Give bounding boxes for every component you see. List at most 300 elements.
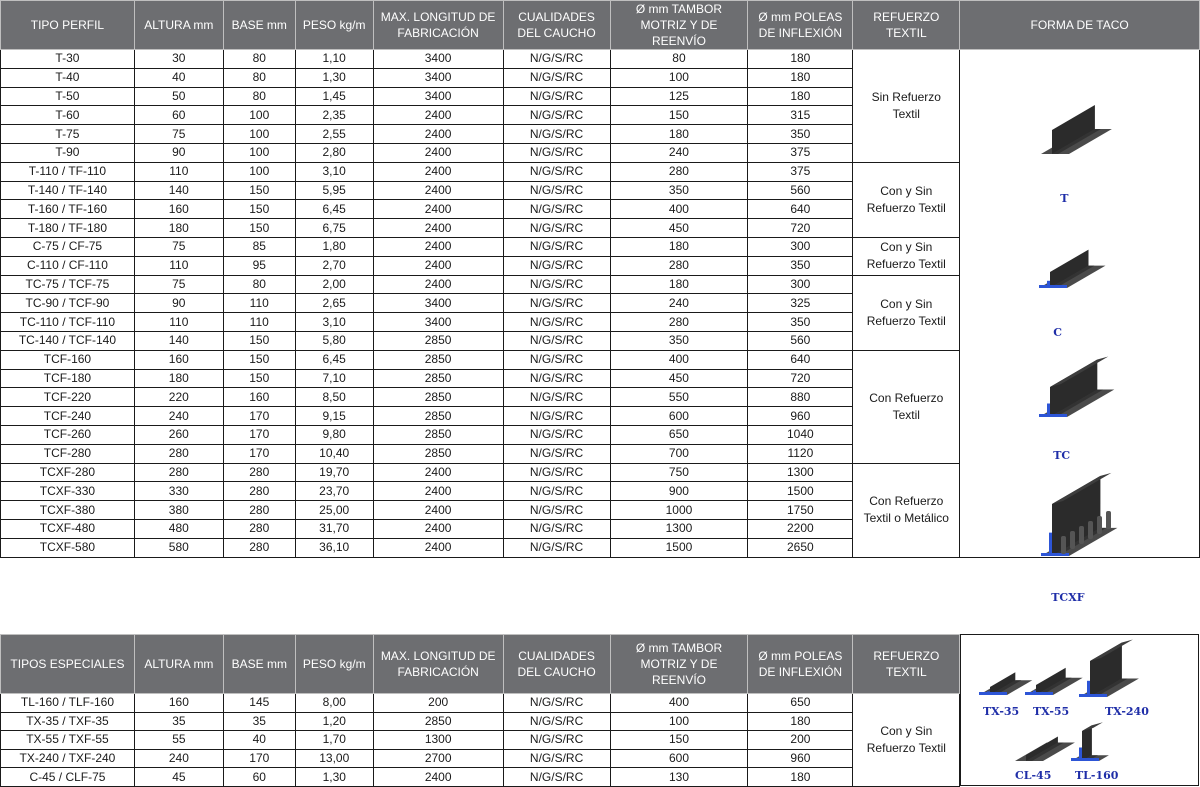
table-cell: 180 [610,237,748,256]
shape-label: T [1060,192,1069,205]
table-cell: N/G/S/RC [503,519,610,538]
table-cell: 2400 [373,125,503,144]
table-cell: 560 [748,181,853,200]
table-cell: 1000 [610,501,748,520]
main-header-1: ALTURA mm [134,1,223,50]
table-cell: 2400 [373,237,503,256]
reinforcement-cell [853,350,960,463]
table-cell: 23,70 [295,482,373,501]
table-cell: TL-160 / TLF-160 [1,694,135,713]
table-cell: 2400 [373,181,503,200]
special-header-0: TIPOS ESPECIALES [1,635,135,694]
table-cell: 2850 [373,444,503,463]
table-cell: 170 [223,425,295,444]
table-cell: 5,95 [295,181,373,200]
special-shape-cl-45 [1015,736,1075,761]
table-cell: N/G/S/RC [503,350,610,369]
reinforcement-cell [853,463,960,557]
table-cell: 150 [223,350,295,369]
table-cell: 110 [223,313,295,332]
table-cell: 2,80 [295,143,373,162]
table-cell: 2400 [373,501,503,520]
table-cell: 8,00 [295,694,373,713]
table-cell: 2,35 [295,106,373,125]
profile-shape-c [1039,250,1106,288]
special-shape-tx-35 [979,672,1032,695]
table-cell: 31,70 [295,519,373,538]
table-cell: 300 [748,237,853,256]
table-cell: 350 [610,331,748,350]
table-cell: 100 [223,162,295,181]
table-cell: 180 [134,219,223,238]
table-cell: N/G/S/RC [503,200,610,219]
table-cell: 140 [134,181,223,200]
table-cell: 1750 [748,501,853,520]
table-cell: N/G/S/RC [503,275,610,294]
table-cell: 200 [373,694,503,713]
shape-label: TL-160 [1075,769,1119,782]
table-cell: 350 [748,256,853,275]
table-cell: 2400 [373,768,503,787]
table-cell: 900 [610,482,748,501]
main-header-9: FORMA DE TACO [960,1,1200,50]
table-cell: 95 [223,256,295,275]
table-cell: N/G/S/RC [503,694,610,713]
table-cell: 1300 [610,519,748,538]
table-cell: 150 [610,106,748,125]
table-cell: 3400 [373,50,503,69]
table-cell: T-140 / TF-140 [1,181,135,200]
table-cell: T-30 [1,50,135,69]
table-cell: TX-35 / TXF-35 [1,712,135,731]
reinforcement-line: Con y Sin [880,240,933,255]
table-cell: 60 [223,768,295,787]
special-shape-tx-240 [1079,639,1139,697]
table-cell: N/G/S/RC [503,731,610,750]
table-cell: TCXF-480 [1,519,135,538]
table-cell: 90 [134,143,223,162]
table-cell: 13,00 [295,749,373,768]
table-cell: 35 [134,712,223,731]
table-cell: 1,45 [295,87,373,106]
table-cell: TX-55 / TXF-55 [1,731,135,750]
table-cell: 75 [134,237,223,256]
table-cell: 45 [134,768,223,787]
table-cell: N/G/S/RC [503,712,610,731]
table-cell: 80 [223,87,295,106]
table-cell: 180 [610,125,748,144]
table-cell: 640 [748,350,853,369]
table-cell: 40 [134,68,223,87]
table-cell: 5,80 [295,331,373,350]
table-cell: 280 [223,538,295,557]
table-cell: 25,00 [295,501,373,520]
table-cell: 2850 [373,712,503,731]
table-cell: N/G/S/RC [503,68,610,87]
table-cell: 1300 [748,463,853,482]
table-cell: T-40 [1,68,135,87]
table-cell: TCXF-380 [1,501,135,520]
reinforcement-cell [853,162,960,237]
table-cell: 150 [223,219,295,238]
table-cell: 10,40 [295,444,373,463]
table-cell: N/G/S/RC [503,106,610,125]
table-cell: 280 [610,256,748,275]
special-shapes-illustration [960,634,1199,786]
table-cell: 240 [134,407,223,426]
reinforcement-line: Con y Sin [880,296,933,311]
table-cell: 450 [610,219,748,238]
table-cell: 110 [134,256,223,275]
table-cell: 1,30 [295,68,373,87]
table-cell: TC-75 / TCF-75 [1,275,135,294]
table-cell: 150 [223,369,295,388]
table-cell: 75 [134,125,223,144]
table-cell: N/G/S/RC [503,501,610,520]
table-cell: TCXF-330 [1,482,135,501]
table-cell: N/G/S/RC [503,463,610,482]
table-cell: 110 [134,313,223,332]
main-header-row [1,1,1200,50]
table-cell: 160 [134,350,223,369]
table-cell: 2400 [373,200,503,219]
table-cell: 180 [748,768,853,787]
table-cell: 2400 [373,538,503,557]
table-cell: 100 [223,125,295,144]
table-cell: 150 [610,731,748,750]
table-cell: 640 [748,200,853,219]
table-cell: 19,70 [295,463,373,482]
table-cell: 100 [610,712,748,731]
table-cell: 200 [748,731,853,750]
table-cell: 30 [134,50,223,69]
table-cell: 80 [223,275,295,294]
table-cell: 1500 [610,538,748,557]
table-cell: 130 [610,768,748,787]
table-cell: TCF-240 [1,407,135,426]
table-cell: 280 [134,444,223,463]
table-cell: 375 [748,143,853,162]
table-cell: N/G/S/RC [503,219,610,238]
table-cell: 2,65 [295,294,373,313]
table-cell: 2,55 [295,125,373,144]
table-cell: 170 [223,749,295,768]
table-cell: 7,10 [295,369,373,388]
table-cell: 150 [223,331,295,350]
table-cell: 36,10 [295,538,373,557]
table-cell: 2850 [373,350,503,369]
table-cell: 280 [223,463,295,482]
table-cell: 100 [610,68,748,87]
shape-label: C [1053,326,1063,339]
table-cell: 60 [134,106,223,125]
table-cell: 1300 [373,731,503,750]
table-cell: 880 [748,388,853,407]
table-cell: 2850 [373,425,503,444]
table-cell: 325 [748,294,853,313]
table-cell: 2850 [373,388,503,407]
main-header-8: REFUERZO TEXTIL [853,1,960,50]
table-cell: N/G/S/RC [503,388,610,407]
shape-label: CL-45 [1015,769,1052,782]
table-cell: 80 [610,50,748,69]
table-cell: N/G/S/RC [503,143,610,162]
table-cell: T-75 [1,125,135,144]
table-cell: TX-240 / TXF-240 [1,749,135,768]
reinforcement-line: Con y Sin [880,183,933,198]
table-cell: 40 [223,731,295,750]
reinforcement-line: Refuerzo Textil [866,200,946,215]
table-cell: TCF-160 [1,350,135,369]
table-cell: 150 [223,181,295,200]
table-cell: TC-110 / TCF-110 [1,313,135,332]
table-cell: 75 [134,275,223,294]
reinforcement-line: Textil [892,407,920,422]
table-row [1,50,1200,69]
table-cell: 1040 [748,425,853,444]
shape-label: TCXF [1051,591,1085,604]
special-header-2: BASE mm [223,635,295,694]
table-cell: 1,30 [295,768,373,787]
table-cell: 650 [610,425,748,444]
table-cell: 1,70 [295,731,373,750]
table-cell: 9,15 [295,407,373,426]
table-cell: 125 [610,87,748,106]
reinforcement-line: Refuerzo Textil [866,257,946,272]
table-cell: 2400 [373,143,503,162]
table-cell: T-180 / TF-180 [1,219,135,238]
table-cell: 375 [748,162,853,181]
profile-shape-t [1041,105,1112,154]
main-header-7: Ø mm POLEAS DE INFLEXIÓN [748,1,853,50]
table-cell: 300 [748,275,853,294]
table-cell: 1,10 [295,50,373,69]
table-cell: 35 [223,712,295,731]
table-cell: 100 [223,106,295,125]
table-cell: N/G/S/RC [503,444,610,463]
table-cell: 280 [223,519,295,538]
table-cell: N/G/S/RC [503,482,610,501]
main-header-5: CUALIDADES DEL CAUCHO [503,1,610,50]
table-cell: 960 [748,749,853,768]
table-cell: 330 [134,482,223,501]
reinforcement-cell [853,50,960,163]
table-cell: 55 [134,731,223,750]
table-cell: 600 [610,749,748,768]
table-cell: 2400 [373,106,503,125]
table-cell: 240 [610,143,748,162]
table-cell: TCF-280 [1,444,135,463]
table-cell: 3400 [373,294,503,313]
table-cell: 180 [748,712,853,731]
table-cell: 180 [610,275,748,294]
table-cell: 8,50 [295,388,373,407]
table-cell: N/G/S/RC [503,237,610,256]
table-cell: 600 [610,407,748,426]
reinforcement-cell [853,694,960,787]
table-cell: 280 [134,463,223,482]
table-cell: TCXF-280 [1,463,135,482]
table-cell: N/G/S/RC [503,313,610,332]
shape-label: TX-55 [1033,705,1070,718]
table-cell: 180 [134,369,223,388]
table-cell: 450 [610,369,748,388]
table-cell: 3400 [373,313,503,332]
table-cell: 9,80 [295,425,373,444]
table-cell: 180 [748,50,853,69]
table-cell: TC-90 / TCF-90 [1,294,135,313]
table-cell: N/G/S/RC [503,50,610,69]
table-cell: 350 [748,125,853,144]
table-cell: C-45 / CLF-75 [1,768,135,787]
shape-label: TX-240 [1105,705,1149,718]
table-cell: 240 [134,749,223,768]
table-cell: N/G/S/RC [503,369,610,388]
table-cell: 110 [223,294,295,313]
table-cell: 1,80 [295,237,373,256]
table-cell: 960 [748,407,853,426]
table-cell: 100 [223,143,295,162]
table-cell: 2,70 [295,256,373,275]
table-cell: 560 [748,331,853,350]
table-cell: N/G/S/RC [503,538,610,557]
table-cell: 750 [610,463,748,482]
table-cell: 580 [134,538,223,557]
table-cell: 80 [223,68,295,87]
table-cell: C-110 / CF-110 [1,256,135,275]
reinforcement-cell [853,237,960,275]
special-header-8: REFUERZO TEXTIL [853,635,960,694]
table-cell: N/G/S/RC [503,256,610,275]
table-cell: 280 [610,162,748,181]
table-cell: 400 [610,694,748,713]
table-cell: 2,00 [295,275,373,294]
table-cell: N/G/S/RC [503,125,610,144]
table-cell: 650 [748,694,853,713]
table-cell: 400 [610,350,748,369]
table-cell: 1120 [748,444,853,463]
table-cell: 2850 [373,369,503,388]
table-cell: 220 [134,388,223,407]
table-cell: 85 [223,237,295,256]
reinforcement-cell [853,275,960,350]
reinforcement-line: Refuerzo Textil [866,740,946,755]
special-shape-tl-160 [1071,722,1109,761]
table-cell: 3400 [373,87,503,106]
table-cell: 6,45 [295,200,373,219]
table-cell: 480 [134,519,223,538]
table-cell: 6,75 [295,219,373,238]
table-cell: N/G/S/RC [503,331,610,350]
table-cell: TCXF-580 [1,538,135,557]
table-cell: 110 [134,162,223,181]
main-header-6: Ø mm TAMBOR MOTRIZ Y DE REENVÍO [610,1,748,50]
table-cell: 700 [610,444,748,463]
table-cell: 180 [748,68,853,87]
table-cell: 720 [748,369,853,388]
table-cell: 2850 [373,331,503,350]
table-cell: 160 [134,200,223,219]
reinforcement-line: Con Refuerzo [869,494,944,509]
special-header-1: ALTURA mm [134,635,223,694]
table-cell: C-75 / CF-75 [1,237,135,256]
table-cell: 2700 [373,749,503,768]
special-header-4: MAX. LONGITUD DE FABRICACIÓN [373,635,503,694]
table-cell: N/G/S/RC [503,162,610,181]
table-cell: 145 [223,694,295,713]
main-header-3: PESO kg/m [295,1,373,50]
table-cell: 240 [610,294,748,313]
table-cell: TCF-220 [1,388,135,407]
table-cell: 6,45 [295,350,373,369]
profile-shapes-illustration [960,50,1200,604]
profile-shape-tcxf [1041,473,1117,556]
table-cell: 180 [748,87,853,106]
special-header-6: Ø mm TAMBOR MOTRIZ Y DE REENVÍO [610,635,748,694]
table-cell: 3,10 [295,313,373,332]
special-header-5: CUALIDADES DEL CAUCHO [503,635,610,694]
table-cell: 90 [134,294,223,313]
shape-label: TC [1053,449,1071,462]
table-cell: 280 [610,313,748,332]
reinforcement-line: Con Refuerzo [869,390,944,405]
table-cell: 2200 [748,519,853,538]
table-cell: 2400 [373,162,503,181]
table-cell: 350 [748,313,853,332]
table-cell: 315 [748,106,853,125]
table-cell: TC-140 / TCF-140 [1,331,135,350]
table-cell: 350 [610,181,748,200]
table-cell: 260 [134,425,223,444]
table-cell: N/G/S/RC [503,749,610,768]
special-header-3: PESO kg/m [295,635,373,694]
table-cell: T-160 / TF-160 [1,200,135,219]
reinforcement-line: Sin Refuerzo [871,89,941,104]
table-cell: 150 [223,200,295,219]
table-cell: N/G/S/RC [503,181,610,200]
table-cell: 170 [223,407,295,426]
table-cell: 2400 [373,219,503,238]
table-cell: 160 [134,694,223,713]
table-cell: N/G/S/RC [503,87,610,106]
profile-shape-tc [1039,356,1114,417]
table-cell: 280 [223,501,295,520]
table-cell: 80 [223,50,295,69]
table-cell: 1,20 [295,712,373,731]
table-cell: T-50 [1,87,135,106]
table-cell: T-60 [1,106,135,125]
main-header-0: TIPO PERFIL [1,1,135,50]
table-cell: 2400 [373,275,503,294]
table-cell: N/G/S/RC [503,425,610,444]
table-cell: 170 [223,444,295,463]
table-cell: 720 [748,219,853,238]
table-cell: N/G/S/RC [503,768,610,787]
table-cell: 2400 [373,256,503,275]
table-cell: 160 [223,388,295,407]
reinforcement-line: Textil o Metálico [863,511,949,526]
table-cell: N/G/S/RC [503,407,610,426]
reinforcement-line: Con y Sin [880,723,933,738]
table-cell: 380 [134,501,223,520]
table-cell: T-90 [1,143,135,162]
special-shape-tx-55 [1025,668,1083,695]
table-cell: 2400 [373,463,503,482]
table-cell: 2400 [373,519,503,538]
reinforcement-line: Refuerzo Textil [866,313,946,328]
main-header-2: BASE mm [223,1,295,50]
table-cell: 2400 [373,482,503,501]
